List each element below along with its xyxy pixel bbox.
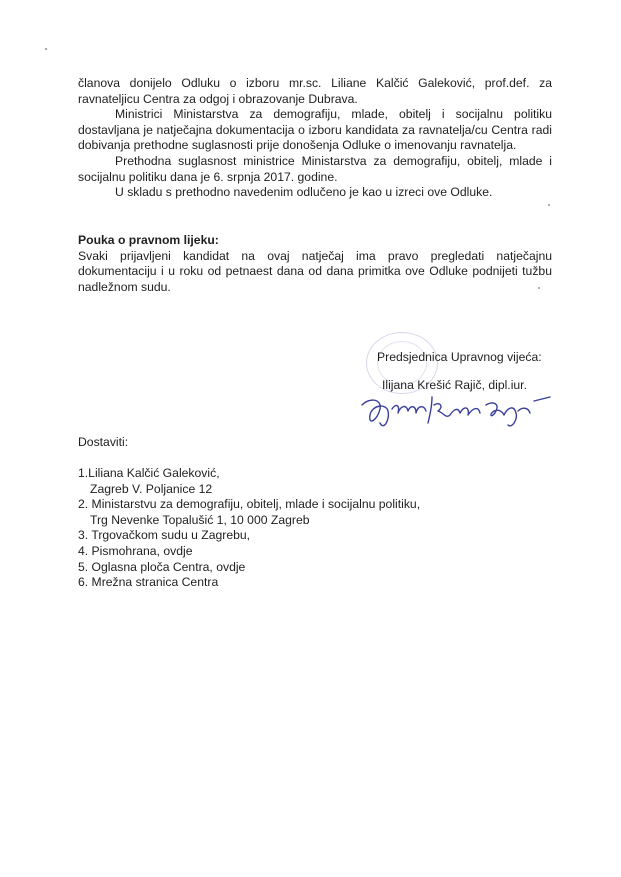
scan-speck bbox=[548, 204, 550, 206]
legal-remedy-section bbox=[78, 233, 552, 295]
list-item: 6. Mrežna stranica Centra bbox=[78, 575, 219, 590]
paragraph-conclusion: U skladu s prethodno navedenim odlučeno je kao u izreci ove Odluke. bbox=[115, 185, 493, 200]
signature-block bbox=[330, 330, 570, 440]
list-item: 1.Liliana Kalčić Galeković, bbox=[78, 466, 220, 480]
paragraph-ministry-submission: Ministrici Ministarstva za demografiju, mlade, obitelj i socijalnu politiku dostavljana je natječajna dokumentacija o izboru kandidata za ravnatelja/cu Centra radi dobivanja prethodne suglasnosti prije donošenja Odluke o imenovanju ravnatelja. bbox=[78, 107, 552, 153]
scan-speck bbox=[45, 48, 47, 50]
paragraph-prior-consent: Prethodna suglasnost ministrice Ministarstva za demografiju, obitelj, mlade i socijalnu politiku dana je 6. srpnja 2017. godine. bbox=[78, 153, 552, 184]
legal-remedy-heading: Pouka o pravnom lijeku: bbox=[78, 233, 219, 247]
signatory-role: Predsjednica Upravnog vijeća: bbox=[377, 350, 542, 364]
list-item: 3. Trgovačkom sudu u Zagrebu, bbox=[78, 528, 251, 543]
list-item: 5. Oglasna ploča Centra, ovdje bbox=[78, 559, 246, 574]
paragraph-continuation: članova donijelo Odluku o izboru mr.sc. Liliane Kalčić Galeković, prof.def. za ravnateljicu Centra za odgoj i obrazovanje Dubrava. bbox=[78, 76, 552, 106]
list-item: Trg Nevenke Topalušić 1, 10 000 Zagreb bbox=[90, 512, 310, 527]
list-item: 4. Pismohrana, ovdje bbox=[78, 543, 193, 558]
handwritten-signature bbox=[340, 375, 560, 435]
legal-remedy-text: Svaki prijavljeni kandidat na ovaj natječaj ima pravo pregledati natječajnu dokumentaciju i u roku od petnaest dana od dana primitka ove Odluke podnijeti tužbu nadležnom sudu. bbox=[78, 248, 552, 294]
decision-reasoning bbox=[78, 76, 552, 201]
list-item: Zagreb V. Poljanice 12 bbox=[90, 481, 213, 496]
distribution-label: Dostaviti: bbox=[78, 435, 129, 449]
distribution-list bbox=[78, 466, 548, 591]
signatory-name: Ilijana Krešić Rajič, dipl.iur. bbox=[382, 378, 527, 392]
list-item: 2. Ministarstvu za demografiju, obitelj, mlade i socijalnu politiku, bbox=[78, 497, 421, 512]
